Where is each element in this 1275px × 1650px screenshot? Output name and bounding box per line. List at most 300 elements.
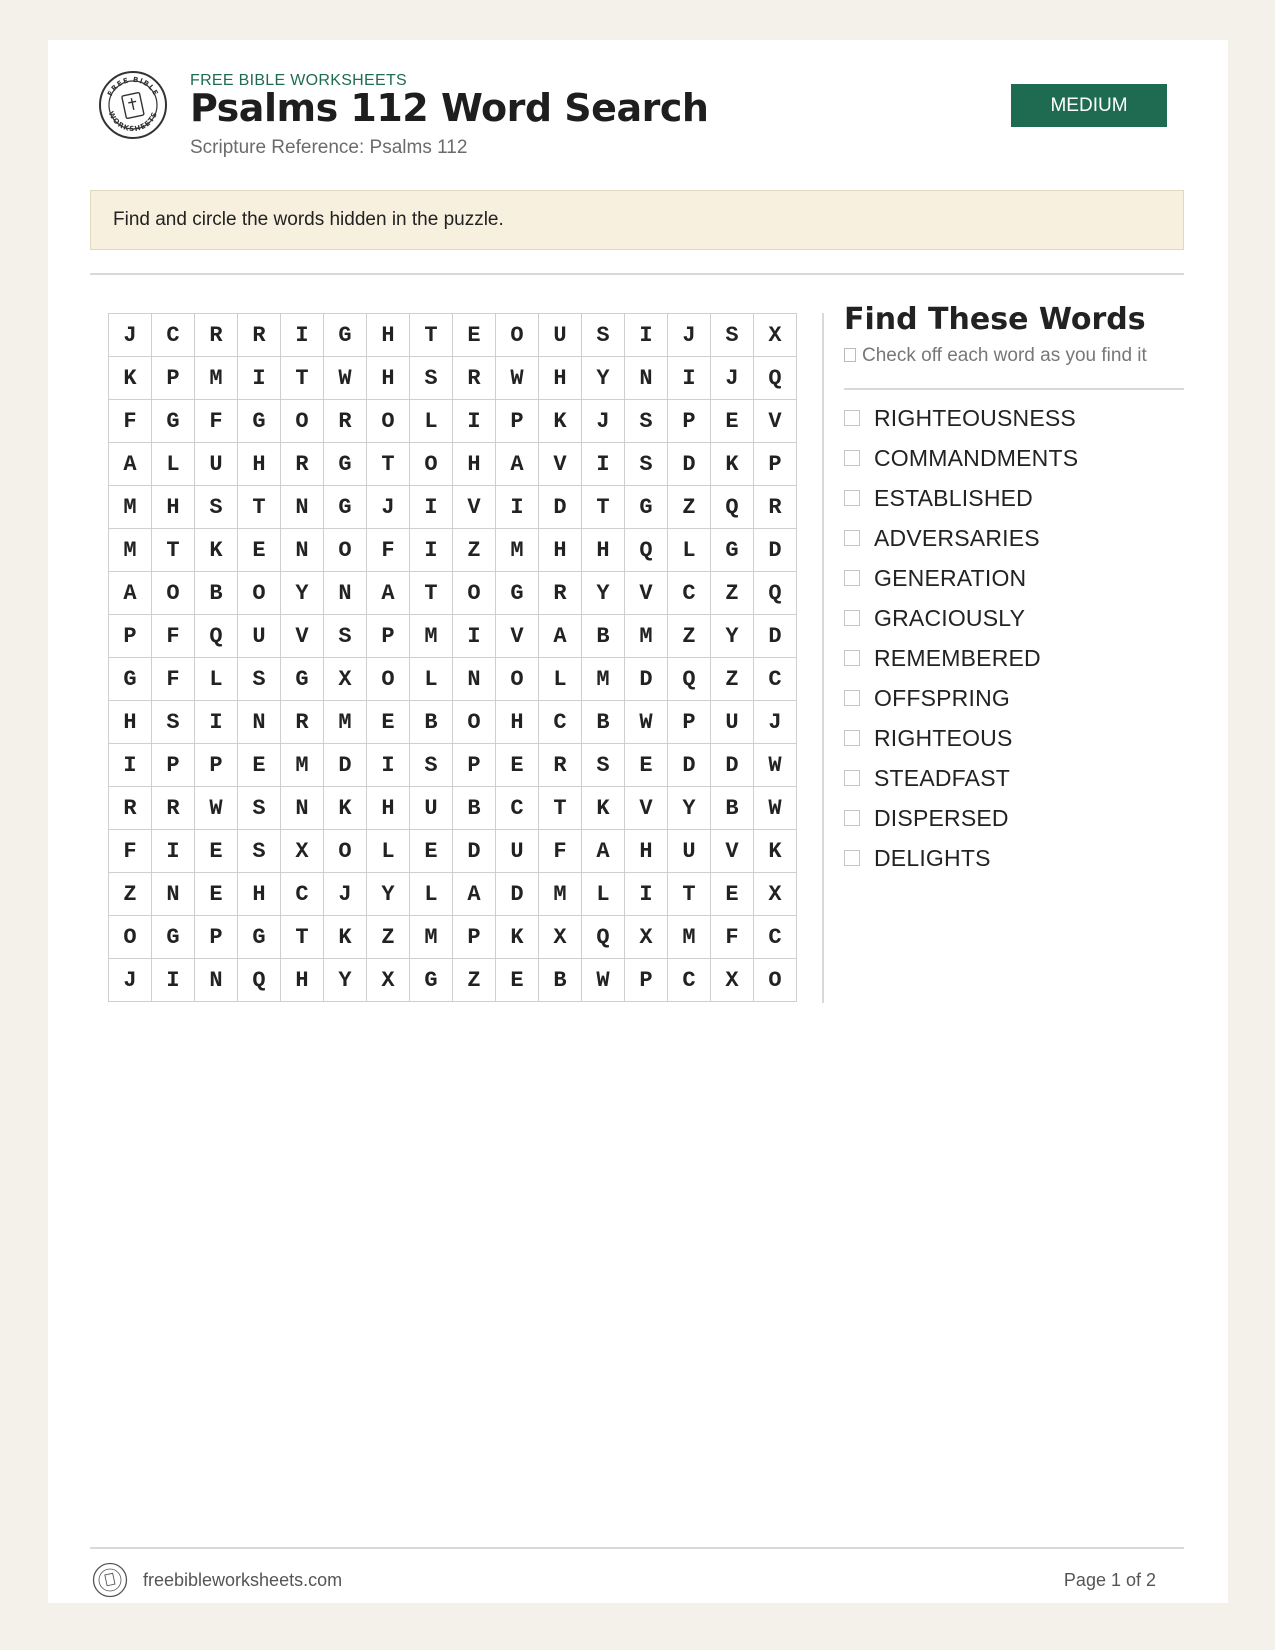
grid-cell[interactable]: B <box>582 701 625 744</box>
grid-cell[interactable]: X <box>754 314 797 357</box>
grid-cell[interactable]: M <box>109 529 152 572</box>
grid-cell[interactable]: E <box>496 959 539 1002</box>
grid-cell[interactable]: A <box>539 615 582 658</box>
grid-cell[interactable]: Q <box>754 357 797 400</box>
grid-cell[interactable]: M <box>410 615 453 658</box>
grid-cell[interactable]: U <box>711 701 754 744</box>
grid-cell[interactable]: T <box>281 357 324 400</box>
grid-cell[interactable]: N <box>281 529 324 572</box>
grid-cell[interactable]: S <box>152 701 195 744</box>
grid-cell[interactable]: Z <box>711 572 754 615</box>
word-checkbox[interactable] <box>844 570 860 586</box>
grid-cell[interactable]: P <box>195 744 238 787</box>
grid-cell[interactable]: K <box>109 357 152 400</box>
grid-cell[interactable]: K <box>539 400 582 443</box>
grid-cell[interactable]: R <box>539 572 582 615</box>
grid-cell[interactable]: O <box>496 314 539 357</box>
grid-cell[interactable]: H <box>281 959 324 1002</box>
grid-cell[interactable]: P <box>668 400 711 443</box>
word-item <box>844 438 1078 478</box>
grid-cell[interactable]: H <box>109 701 152 744</box>
grid-cell[interactable]: P <box>754 443 797 486</box>
word-list <box>844 398 1078 878</box>
grid-cell[interactable]: H <box>582 529 625 572</box>
grid-cell[interactable]: H <box>367 357 410 400</box>
grid-cell[interactable]: I <box>195 701 238 744</box>
grid-cell[interactable]: A <box>109 443 152 486</box>
grid-cell[interactable]: B <box>195 572 238 615</box>
grid-cell[interactable]: W <box>496 357 539 400</box>
grid-cell[interactable]: H <box>238 873 281 916</box>
grid-cell[interactable]: L <box>195 658 238 701</box>
grid-cell[interactable]: G <box>238 916 281 959</box>
grid-cell[interactable]: Q <box>754 572 797 615</box>
grid-cell[interactable]: V <box>625 572 668 615</box>
grid-cell[interactable]: C <box>754 658 797 701</box>
grid-cell[interactable]: G <box>410 959 453 1002</box>
grid-cell[interactable]: M <box>668 916 711 959</box>
grid-cell[interactable]: M <box>281 744 324 787</box>
grid-cell[interactable]: H <box>496 701 539 744</box>
grid-cell[interactable]: N <box>453 658 496 701</box>
grid-cell[interactable]: C <box>668 959 711 1002</box>
grid-cell[interactable]: E <box>410 830 453 873</box>
grid-row <box>109 701 797 744</box>
grid-cell[interactable]: L <box>367 830 410 873</box>
grid-cell[interactable]: Y <box>582 357 625 400</box>
grid-cell[interactable]: P <box>496 400 539 443</box>
word-checkbox[interactable] <box>844 530 860 546</box>
grid-cell[interactable]: W <box>754 787 797 830</box>
grid-cell[interactable]: O <box>496 658 539 701</box>
grid-cell[interactable]: K <box>582 787 625 830</box>
grid-cell[interactable]: O <box>453 572 496 615</box>
grid-cell[interactable]: O <box>324 529 367 572</box>
grid-cell[interactable]: E <box>238 529 281 572</box>
grid-row <box>109 787 797 830</box>
grid-cell[interactable]: E <box>625 744 668 787</box>
grid-cell[interactable]: I <box>152 959 195 1002</box>
grid-cell[interactable]: F <box>711 916 754 959</box>
grid-cell[interactable]: R <box>238 314 281 357</box>
grid-cell[interactable]: T <box>152 529 195 572</box>
grid-cell[interactable]: G <box>152 400 195 443</box>
grid-cell[interactable]: A <box>496 443 539 486</box>
grid-cell[interactable]: I <box>625 873 668 916</box>
grid-cell[interactable]: X <box>625 916 668 959</box>
grid-cell[interactable]: E <box>496 744 539 787</box>
grid-cell[interactable]: P <box>668 701 711 744</box>
grid-cell[interactable]: D <box>668 744 711 787</box>
grid-cell[interactable]: D <box>625 658 668 701</box>
grid-cell[interactable]: U <box>668 830 711 873</box>
grid-cell[interactable]: H <box>625 830 668 873</box>
grid-row <box>109 443 797 486</box>
grid-cell[interactable]: D <box>496 873 539 916</box>
grid-cell[interactable]: G <box>496 572 539 615</box>
grid-cell[interactable]: G <box>238 400 281 443</box>
word-item <box>844 398 1078 438</box>
word-search-grid <box>108 313 797 1002</box>
grid-cell[interactable]: M <box>410 916 453 959</box>
grid-row <box>109 658 797 701</box>
grid-cell[interactable]: E <box>195 873 238 916</box>
footer-divider <box>90 1547 1184 1549</box>
grid-cell[interactable]: F <box>195 400 238 443</box>
grid-cell[interactable]: X <box>711 959 754 1002</box>
word-checkbox[interactable] <box>844 450 860 466</box>
grid-cell[interactable]: N <box>625 357 668 400</box>
grid-cell[interactable]: I <box>453 615 496 658</box>
grid-cell[interactable]: R <box>195 314 238 357</box>
grid-cell[interactable]: D <box>453 830 496 873</box>
grid-cell[interactable]: P <box>453 744 496 787</box>
grid-cell[interactable]: X <box>367 959 410 1002</box>
grid-cell[interactable]: K <box>324 916 367 959</box>
grid-cell[interactable]: J <box>109 314 152 357</box>
word-label: REMEMBERED <box>874 644 1041 671</box>
grid-cell[interactable]: R <box>539 744 582 787</box>
grid-cell[interactable]: O <box>367 658 410 701</box>
grid-cell[interactable]: N <box>238 701 281 744</box>
grid-cell[interactable]: T <box>668 873 711 916</box>
grid-cell[interactable]: D <box>754 529 797 572</box>
worksheet-page <box>48 40 1228 1603</box>
grid-cell[interactable]: B <box>453 787 496 830</box>
instructions-banner: Find and circle the words hidden in the puzzle. <box>90 190 1184 250</box>
grid-row <box>109 314 797 357</box>
grid-cell[interactable]: Q <box>711 486 754 529</box>
grid-cell[interactable]: W <box>625 701 668 744</box>
difficulty-badge: MEDIUM <box>1011 84 1167 127</box>
checkbox-icon <box>844 348 856 362</box>
grid-cell[interactable]: O <box>109 916 152 959</box>
grid-cell[interactable]: N <box>281 787 324 830</box>
grid-cell[interactable]: N <box>281 486 324 529</box>
grid-cell[interactable]: X <box>324 658 367 701</box>
grid-cell[interactable]: J <box>754 701 797 744</box>
grid-cell[interactable]: A <box>109 572 152 615</box>
grid-cell[interactable]: H <box>152 486 195 529</box>
grid-cell[interactable]: V <box>539 443 582 486</box>
grid-cell[interactable]: R <box>152 787 195 830</box>
grid-row <box>109 744 797 787</box>
grid-cell[interactable]: G <box>109 658 152 701</box>
word-list-title: Find These Words <box>844 302 1146 337</box>
grid-cell[interactable]: D <box>324 744 367 787</box>
page-title: Psalms 112 Word Search <box>190 86 709 130</box>
grid-cell[interactable]: E <box>238 744 281 787</box>
grid-cell[interactable]: E <box>367 701 410 744</box>
grid-cell[interactable]: E <box>711 400 754 443</box>
grid-cell[interactable]: Q <box>582 916 625 959</box>
grid-cell[interactable]: G <box>281 658 324 701</box>
grid-cell[interactable]: I <box>582 443 625 486</box>
grid-cell[interactable]: K <box>754 830 797 873</box>
grid-cell[interactable]: S <box>238 658 281 701</box>
grid-cell[interactable]: G <box>625 486 668 529</box>
grid-cell[interactable]: Y <box>582 572 625 615</box>
grid-cell[interactable]: I <box>496 486 539 529</box>
grid-cell[interactable]: E <box>453 314 496 357</box>
word-checkbox[interactable] <box>844 610 860 626</box>
grid-cell[interactable]: Q <box>238 959 281 1002</box>
grid-cell[interactable]: S <box>625 400 668 443</box>
grid-cell[interactable]: Z <box>453 959 496 1002</box>
grid-cell[interactable]: Y <box>367 873 410 916</box>
grid-cell[interactable]: W <box>195 787 238 830</box>
grid-cell[interactable]: T <box>410 572 453 615</box>
grid-cell[interactable]: O <box>152 572 195 615</box>
grid-cell[interactable]: C <box>539 701 582 744</box>
grid-cell[interactable]: I <box>668 357 711 400</box>
grid-cell[interactable]: I <box>109 744 152 787</box>
grid-cell[interactable]: J <box>668 314 711 357</box>
grid-cell[interactable]: M <box>582 658 625 701</box>
grid-cell[interactable]: Z <box>668 486 711 529</box>
grid-cell[interactable]: T <box>582 486 625 529</box>
grid-cell[interactable]: K <box>324 787 367 830</box>
grid-cell[interactable]: S <box>582 744 625 787</box>
grid-cell[interactable]: U <box>410 787 453 830</box>
grid-cell[interactable]: L <box>410 658 453 701</box>
grid-cell[interactable]: M <box>195 357 238 400</box>
grid-cell[interactable]: V <box>453 486 496 529</box>
grid-cell[interactable]: I <box>410 529 453 572</box>
grid-cell[interactable]: I <box>238 357 281 400</box>
grid-cell[interactable]: O <box>324 830 367 873</box>
grid-cell[interactable]: Z <box>453 529 496 572</box>
grid-cell[interactable]: O <box>281 400 324 443</box>
grid-cell[interactable]: H <box>453 443 496 486</box>
word-label: ADVERSARIES <box>874 524 1040 551</box>
grid-cell[interactable]: F <box>109 830 152 873</box>
word-label: ESTABLISHED <box>874 484 1033 511</box>
grid-cell[interactable]: H <box>367 787 410 830</box>
grid-cell[interactable]: I <box>453 400 496 443</box>
bible-logo-icon <box>98 70 168 140</box>
grid-cell[interactable]: D <box>539 486 582 529</box>
grid-cell[interactable]: H <box>539 529 582 572</box>
grid-cell[interactable]: O <box>754 959 797 1002</box>
grid-cell[interactable]: J <box>582 400 625 443</box>
grid-cell[interactable]: W <box>324 357 367 400</box>
grid-cell[interactable]: P <box>453 916 496 959</box>
grid-row <box>109 830 797 873</box>
grid-cell[interactable]: J <box>109 959 152 1002</box>
grid-cell[interactable]: K <box>711 443 754 486</box>
grid-cell[interactable]: V <box>754 400 797 443</box>
grid-cell[interactable]: I <box>410 486 453 529</box>
grid-cell[interactable]: Q <box>668 658 711 701</box>
grid-cell[interactable]: P <box>109 615 152 658</box>
grid-cell[interactable]: S <box>625 443 668 486</box>
grid-cell[interactable]: M <box>109 486 152 529</box>
word-item <box>844 478 1078 518</box>
word-label: OFFSPRING <box>874 684 1010 711</box>
grid-cell[interactable]: R <box>109 787 152 830</box>
grid-cell[interactable]: J <box>324 873 367 916</box>
grid-cell[interactable]: E <box>711 873 754 916</box>
logo-text-top: FREE BIBLE <box>106 75 160 98</box>
grid-cell[interactable]: Z <box>109 873 152 916</box>
grid-cell[interactable]: F <box>152 615 195 658</box>
grid-cell[interactable]: L <box>582 873 625 916</box>
grid-cell[interactable]: R <box>453 357 496 400</box>
grid-cell[interactable]: G <box>324 486 367 529</box>
grid-cell[interactable]: B <box>711 787 754 830</box>
word-item <box>844 718 1078 758</box>
grid-cell[interactable]: P <box>367 615 410 658</box>
grid-cell[interactable]: A <box>367 572 410 615</box>
grid-cell[interactable]: Y <box>324 959 367 1002</box>
grid-cell[interactable]: N <box>324 572 367 615</box>
grid-cell[interactable]: D <box>668 443 711 486</box>
grid-cell[interactable]: F <box>109 400 152 443</box>
grid-cell[interactable]: Z <box>711 658 754 701</box>
grid-cell[interactable]: J <box>367 486 410 529</box>
grid-cell[interactable]: O <box>367 400 410 443</box>
grid-cell[interactable]: G <box>152 916 195 959</box>
word-checkbox[interactable] <box>844 410 860 426</box>
grid-cell[interactable]: Y <box>668 787 711 830</box>
grid-cell[interactable]: X <box>539 916 582 959</box>
grid-cell[interactable]: Y <box>281 572 324 615</box>
grid-cell[interactable]: F <box>152 658 195 701</box>
grid-cell[interactable]: U <box>195 443 238 486</box>
grid-cell[interactable]: T <box>281 916 324 959</box>
grid-cell[interactable]: P <box>152 744 195 787</box>
word-checkbox[interactable] <box>844 650 860 666</box>
grid-cell[interactable]: W <box>754 744 797 787</box>
grid-cell[interactable]: I <box>625 314 668 357</box>
grid-cell[interactable]: I <box>152 830 195 873</box>
grid-cell[interactable]: C <box>281 873 324 916</box>
grid-cell[interactable]: C <box>668 572 711 615</box>
grid-cell[interactable]: S <box>238 830 281 873</box>
grid-cell[interactable]: O <box>238 572 281 615</box>
grid-cell[interactable]: C <box>754 916 797 959</box>
grid-cell[interactable]: P <box>625 959 668 1002</box>
grid-cell[interactable]: Q <box>195 615 238 658</box>
word-item <box>844 798 1078 838</box>
word-checkbox[interactable] <box>844 770 860 786</box>
grid-cell[interactable]: S <box>410 744 453 787</box>
grid-cell[interactable]: S <box>711 314 754 357</box>
grid-cell[interactable]: R <box>281 443 324 486</box>
grid-cell[interactable]: D <box>711 744 754 787</box>
grid-cell[interactable]: N <box>152 873 195 916</box>
word-list-subtitle-text: Check off each word as you find it <box>862 345 1147 366</box>
grid-cell[interactable]: T <box>238 486 281 529</box>
grid-cell[interactable]: V <box>281 615 324 658</box>
grid-cell[interactable]: F <box>367 529 410 572</box>
grid-cell[interactable]: O <box>453 701 496 744</box>
grid-cell[interactable]: F <box>539 830 582 873</box>
word-checkbox[interactable] <box>844 730 860 746</box>
grid-cell[interactable]: C <box>152 314 195 357</box>
grid-cell[interactable]: R <box>281 701 324 744</box>
grid-cell[interactable]: M <box>496 529 539 572</box>
grid-cell[interactable]: I <box>367 744 410 787</box>
grid-cell[interactable]: K <box>496 916 539 959</box>
grid-cell[interactable]: B <box>582 615 625 658</box>
grid-cell[interactable]: S <box>410 357 453 400</box>
grid-cell[interactable]: R <box>754 486 797 529</box>
grid-cell[interactable]: W <box>582 959 625 1002</box>
grid-cell[interactable]: Z <box>367 916 410 959</box>
grid-cell[interactable]: M <box>625 615 668 658</box>
word-item <box>844 638 1078 678</box>
grid-cell[interactable]: N <box>195 959 238 1002</box>
grid-cell[interactable]: D <box>754 615 797 658</box>
grid-cell[interactable]: X <box>754 873 797 916</box>
grid-cell[interactable]: U <box>496 830 539 873</box>
grid-cell[interactable]: T <box>410 314 453 357</box>
grid-cell[interactable]: S <box>195 486 238 529</box>
grid-cell[interactable]: A <box>582 830 625 873</box>
grid-cell[interactable]: X <box>281 830 324 873</box>
grid-cell[interactable]: C <box>496 787 539 830</box>
grid-cell[interactable]: T <box>539 787 582 830</box>
grid-cell[interactable]: J <box>711 357 754 400</box>
grid-cell[interactable]: Z <box>668 615 711 658</box>
grid-cell[interactable]: Q <box>625 529 668 572</box>
grid-cell[interactable]: B <box>539 959 582 1002</box>
grid-cell[interactable]: L <box>539 658 582 701</box>
grid-cell[interactable]: A <box>453 873 496 916</box>
grid-cell[interactable]: L <box>410 873 453 916</box>
grid-cell[interactable]: M <box>539 873 582 916</box>
grid-cell[interactable]: R <box>324 400 367 443</box>
grid-cell[interactable]: V <box>625 787 668 830</box>
grid-cell[interactable]: G <box>324 443 367 486</box>
grid-cell[interactable]: P <box>152 357 195 400</box>
grid-cell[interactable]: L <box>152 443 195 486</box>
grid-cell[interactable]: H <box>238 443 281 486</box>
word-checkbox[interactable] <box>844 690 860 706</box>
grid-cell[interactable]: M <box>324 701 367 744</box>
grid-cell[interactable]: S <box>324 615 367 658</box>
grid-cell[interactable]: Y <box>711 615 754 658</box>
word-item <box>844 598 1078 638</box>
word-label: GRACIOUSLY <box>874 604 1026 631</box>
grid-cell[interactable]: G <box>324 314 367 357</box>
grid-cell[interactable]: V <box>496 615 539 658</box>
grid-cell[interactable]: V <box>711 830 754 873</box>
word-label: DELIGHTS <box>874 844 991 871</box>
grid-cell[interactable]: P <box>195 916 238 959</box>
grid-cell[interactable]: O <box>410 443 453 486</box>
word-checkbox[interactable] <box>844 490 860 506</box>
grid-cell[interactable]: U <box>539 314 582 357</box>
grid-cell[interactable]: H <box>539 357 582 400</box>
grid-cell[interactable]: K <box>195 529 238 572</box>
grid-cell[interactable]: S <box>582 314 625 357</box>
word-checkbox[interactable] <box>844 850 860 866</box>
grid-cell[interactable]: U <box>238 615 281 658</box>
grid-cell[interactable]: B <box>410 701 453 744</box>
grid-cell[interactable]: L <box>668 529 711 572</box>
grid-cell[interactable]: T <box>367 443 410 486</box>
grid-cell[interactable]: H <box>367 314 410 357</box>
word-checkbox[interactable] <box>844 810 860 826</box>
grid-cell[interactable]: E <box>195 830 238 873</box>
grid-cell[interactable]: S <box>238 787 281 830</box>
grid-cell[interactable]: I <box>281 314 324 357</box>
grid-cell[interactable]: L <box>410 400 453 443</box>
grid-cell[interactable]: G <box>711 529 754 572</box>
